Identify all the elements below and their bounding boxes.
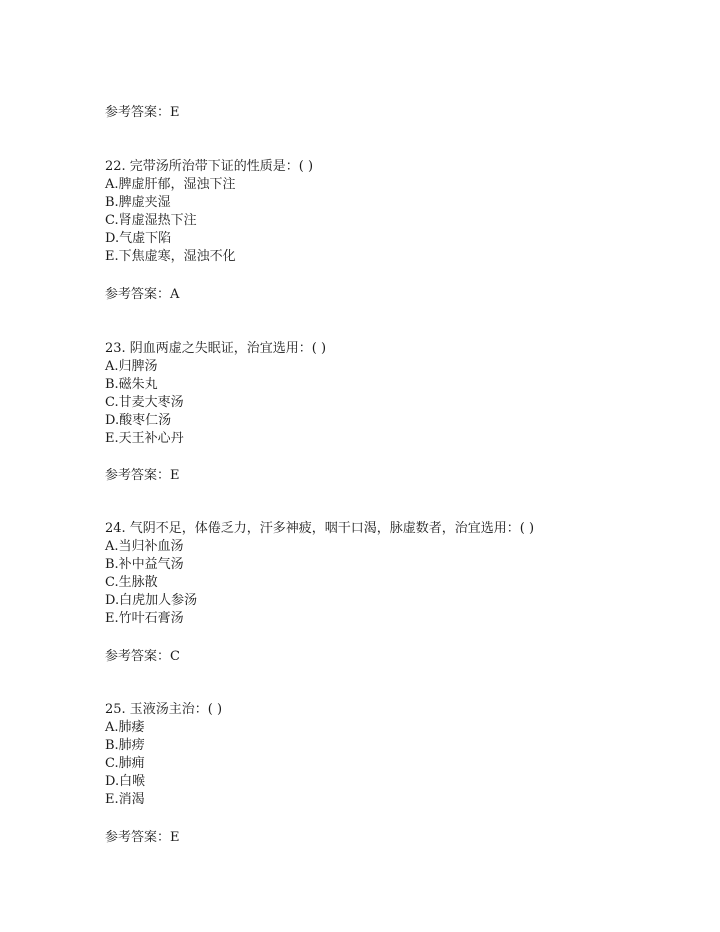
- question-23-option-e: E.天王补心丹: [105, 431, 184, 446]
- question-22-option-a: A.脾虚肝郁，湿浊下注: [105, 177, 236, 192]
- question-23-option-b: B.磁朱丸: [105, 377, 158, 392]
- question-22-option-b: B.脾虚夹湿: [105, 195, 171, 210]
- question-23-answer: 参考答案：E: [105, 468, 180, 483]
- question-22-option-c: C.肾虚湿热下注: [105, 213, 197, 228]
- question-24-option-d: D.白虎加人参汤: [105, 593, 198, 608]
- question-23-option-d: D.酸枣仁汤: [105, 413, 172, 428]
- question-25-option-d: D.白喉: [105, 774, 146, 789]
- question-25-stem: 25. 玉液汤主治：( ): [105, 702, 223, 717]
- question-25-option-b: B.肺痨: [105, 738, 145, 753]
- question-22-option-d: D.气虚下陷: [105, 231, 172, 246]
- question-24-answer: 参考答案：C: [105, 649, 180, 664]
- question-24-option-a: A.当归补血汤: [105, 539, 184, 554]
- question-24-option-e: E.竹叶石膏汤: [105, 611, 184, 626]
- question-23-option-a: A.归脾汤: [105, 359, 158, 374]
- question-23-option-c: C.甘麦大枣汤: [105, 395, 184, 410]
- question-22-answer: 参考答案：A: [105, 287, 180, 302]
- question-24-stem: 24. 气阴不足，体倦乏力，汗多神疲，咽干口渴，脉虚数者，治宜选用：( ): [105, 521, 535, 536]
- question-25-option-e: E.消渴: [105, 792, 145, 807]
- question-24-option-b: B.补中益气汤: [105, 557, 184, 572]
- question-23-stem: 23. 阴血两虚之失眠证，治宜选用：( ): [105, 341, 327, 356]
- question-24-option-c: C.生脉散: [105, 575, 158, 590]
- prev-answer: 参考答案：E: [105, 105, 180, 120]
- question-25-answer: 参考答案：E: [105, 830, 180, 845]
- question-22-option-e: E.下焦虚寒，湿浊不化: [105, 249, 236, 264]
- question-25-option-a: A.肺痿: [105, 720, 145, 735]
- question-25-option-c: C.肺痈: [105, 756, 145, 771]
- question-22-stem: 22. 完带汤所治带下证的性质是：( ): [105, 159, 314, 174]
